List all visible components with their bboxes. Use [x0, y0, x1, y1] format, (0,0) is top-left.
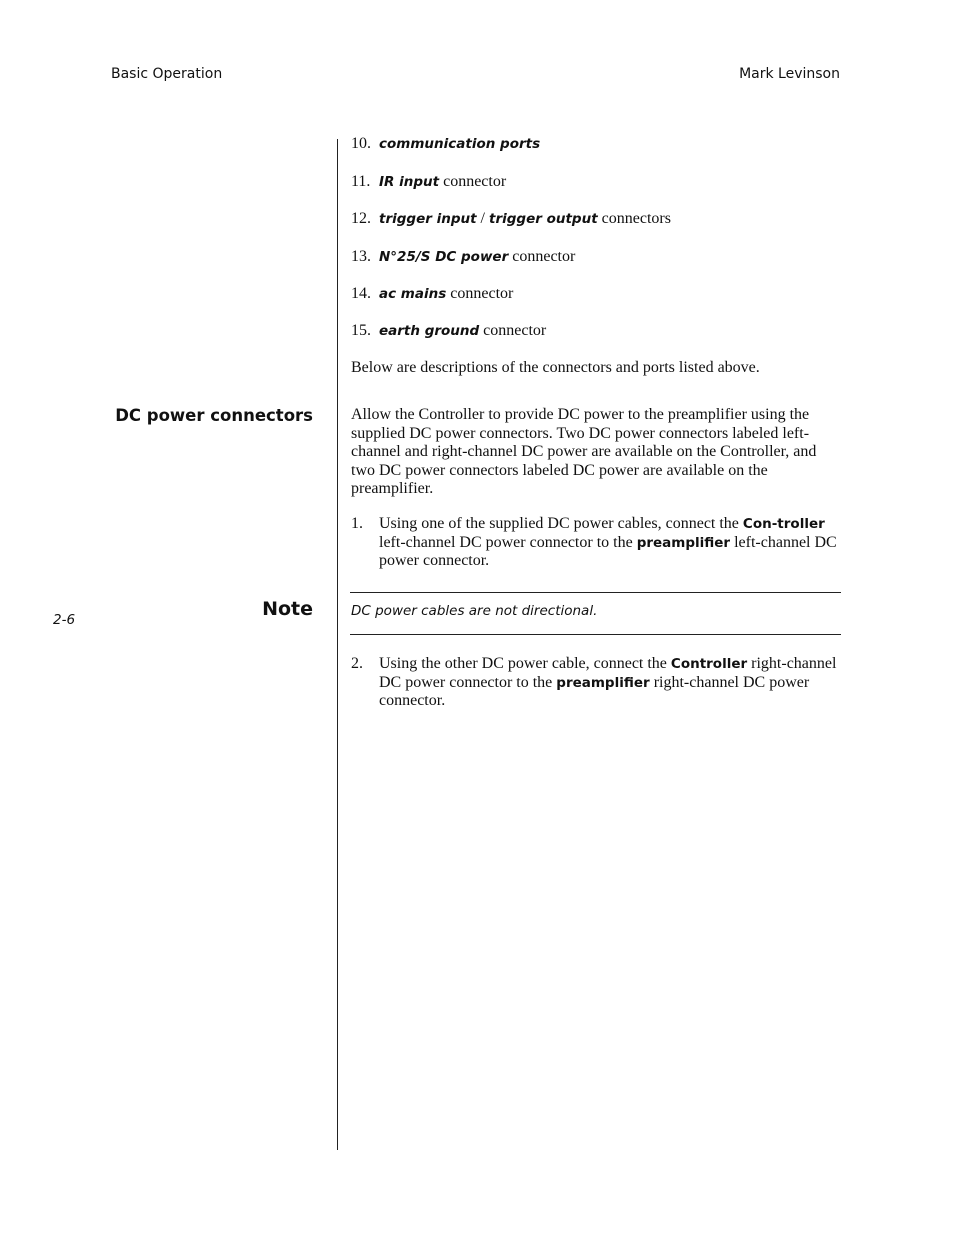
- step-text-part: right-channel DC power connector to the: [379, 655, 837, 691]
- step-keyword: preamplifier: [556, 674, 650, 691]
- step-keyword: Con-troller: [742, 516, 825, 532]
- note-heading: Note: [262, 598, 313, 620]
- step-text: [379, 515, 841, 571]
- column-divider: [337, 139, 338, 1150]
- list-suffix: connector: [508, 248, 576, 265]
- step-1: [351, 515, 841, 571]
- note-top-rule: [350, 592, 841, 593]
- list-term: communication ports: [379, 136, 541, 152]
- list-item: [351, 321, 546, 341]
- running-header-right: Mark Levinson: [739, 66, 840, 82]
- note-bottom-rule: [350, 634, 841, 635]
- list-term: trigger input: [379, 211, 477, 227]
- step-text-part: left-channel DC power connector.: [379, 533, 837, 570]
- list-suffix: connectors: [597, 210, 671, 227]
- step-2: [351, 655, 841, 711]
- step-text-part: Using the other DC power cable, connect the: [379, 655, 671, 672]
- list-separator: /: [476, 210, 489, 227]
- list-item: [351, 209, 671, 229]
- step-text-part: right-channel DC power connector.: [379, 673, 810, 710]
- section-paragraph: Allow the Controller to provide DC power to the preamplifier using the supplied DC power connectors. Two DC power connectors labeled left-channel and right-channel DC power are available on the Controller, and two DC power connectors labeled DC power are available on the preamplifier.: [351, 406, 817, 498]
- list-number: 12.: [351, 210, 371, 227]
- list-suffix: connector: [439, 173, 507, 190]
- step-keyword: preamplifier: [636, 534, 731, 551]
- list-term-2: trigger output: [489, 211, 598, 227]
- list-term: earth ground: [379, 323, 480, 339]
- step-keyword: Controller: [670, 656, 748, 672]
- running-header-left: Basic Operation: [111, 66, 223, 82]
- step-text: [379, 655, 841, 711]
- list-number: 11.: [351, 173, 371, 190]
- list-item: [351, 172, 506, 192]
- list-suffix: connector: [446, 285, 514, 302]
- list-term: IR input: [379, 174, 440, 190]
- list-number: 13.: [351, 248, 371, 265]
- section-heading: DC power connectors: [115, 406, 313, 425]
- note-text: DC power cables are not directional.: [351, 603, 598, 619]
- step-text-part: left-channel DC power connector to the: [379, 533, 637, 551]
- step-number: 2.: [351, 655, 363, 672]
- list-item: [351, 247, 575, 267]
- step-text-part: Using one of the supplied DC power cables, connect the: [379, 515, 743, 532]
- list-term: ac mains: [379, 286, 447, 302]
- list-number: 15.: [351, 322, 371, 339]
- page-number: 2-6: [53, 612, 76, 628]
- list-number: 14.: [351, 285, 371, 302]
- list-item: [351, 134, 540, 154]
- list-item: [351, 284, 513, 304]
- step-number: 1.: [351, 515, 363, 532]
- list-number: 10.: [351, 135, 371, 152]
- list-suffix: connector: [479, 322, 547, 339]
- list-term: N°25/S DC power: [379, 249, 509, 265]
- intro-paragraph: Below are descriptions of the connectors and ports listed above.: [351, 359, 760, 376]
